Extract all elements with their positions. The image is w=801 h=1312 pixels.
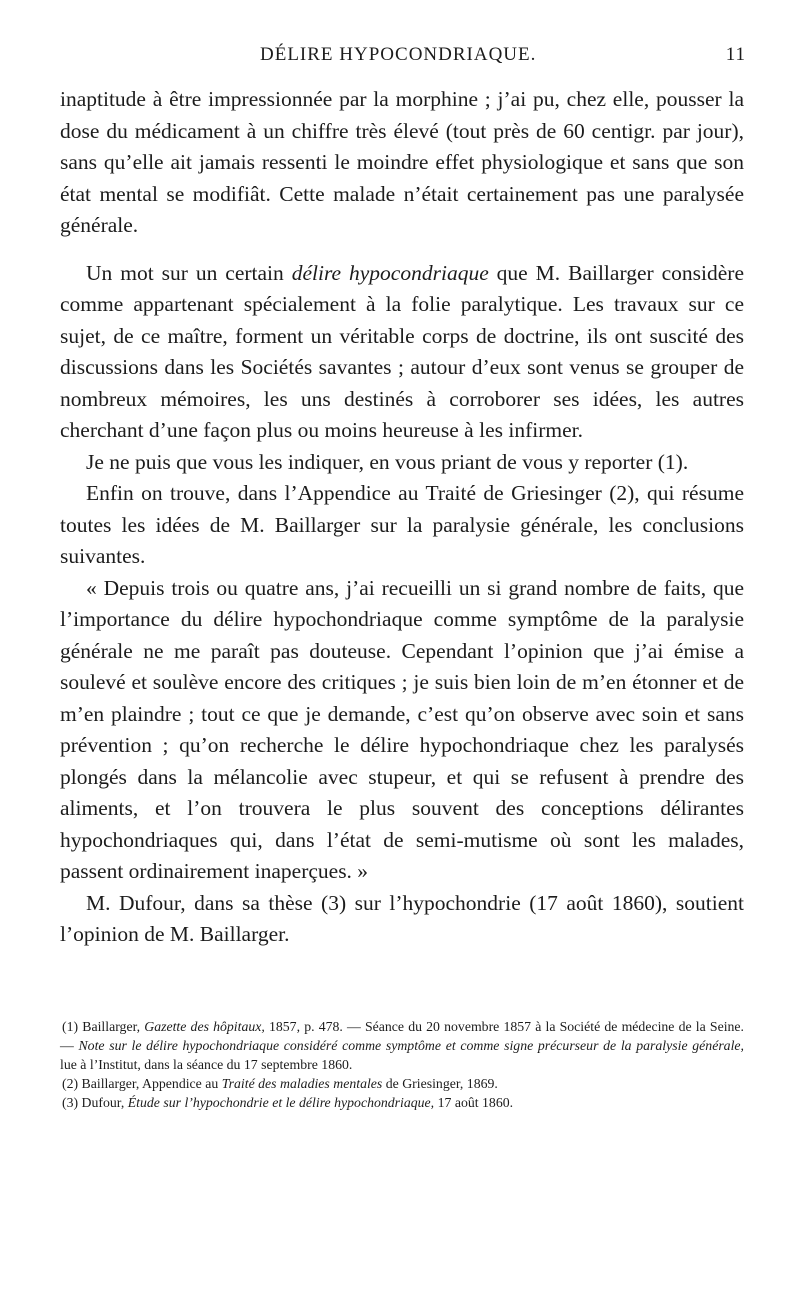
paragraph	[60, 573, 744, 888]
footnote	[60, 1093, 744, 1112]
paragraph	[60, 258, 744, 447]
running-header	[60, 44, 746, 70]
text-span: 1857, p. 478. — Séance du 20 novembre 1857 à la Société de médecine de la Seine. —	[60, 1019, 744, 1053]
text-span: que M. Baillarger considère comme appartenant spécialement à la folie paralytique. Les travaux sur ce sujet, de ce maître, forment un véritable corps de doctrine, ils ont suscité des discussions dans les Sociétés savantes ; autour d’eux sont venus se grouper de nombreux mémoires, les uns destinés à corroborer ses idées, les autres cherchant d’une façon plus ou moins heureuse à les infirmer.	[60, 260, 744, 442]
text-span: lue à l’Institut, dans la séance du 17 septembre 1860.	[60, 1057, 353, 1072]
text-span: inaptitude à être impressionnée par la morphine ; j’ai pu, chez elle, pousser la dose du médicament à un chiffre très élevé (tout près de 60 centigr. par jour), sans qu’elle ait jamais ressenti le moindre effet physiologique et sans que son état mental se modifiât. Cette malade n’était certainement pas une paralysée générale.	[60, 87, 744, 237]
italic-title: Étude sur l’hypochondrie et le délire hypochondriaque,	[127, 1095, 435, 1110]
main-text	[60, 84, 744, 951]
text-span: M. Dufour, dans sa thèse (3) sur l’hypochondrie (17 août 1860), soutient l’opinion de M. Baillarger.	[60, 890, 744, 946]
running-title: DÉLIRE HYPOCONDRIAQUE.	[260, 44, 537, 65]
paragraph	[60, 478, 744, 573]
text-span: de Griesinger, 1869.	[382, 1076, 498, 1091]
text-span: Je ne puis que vous les indiquer, en vous priant de vous y reporter (1).	[86, 449, 689, 474]
text-span: 17 août 1860.	[434, 1095, 514, 1110]
italic-title: Gazette des hôpitaux,	[144, 1019, 265, 1034]
paragraph	[60, 888, 744, 951]
text-span: (3) Dufour,	[62, 1095, 128, 1110]
page-number: 11	[725, 44, 746, 65]
text-span: (1) Baillarger,	[62, 1019, 145, 1034]
text-span: Un mot sur un certain	[86, 260, 292, 285]
text-span: (2) Baillarger, Appendice au	[62, 1076, 222, 1091]
italic-title: Traité des maladies mentales	[221, 1076, 383, 1091]
text-span: « Depuis trois ou quatre ans, j’ai recueilli un si grand nombre de faits, que l’importance du délire hypochondriaque comme symptôme de la paralysie générale ne me paraît pas douteuse. Cependant l’opinion que j’ai émise a soulevé et soulève encore des critiques ; je suis bien loin de m’en étonner et de m’en plaindre ; tout ce que je demande, c’est qu’on observe avec soin et sans prévention ; qu’on recherche le délire hypochondriaque chez les paralysés plongés dans la mélancolie avec stupeur, et qui se refusent à prendre des aliments, et l’on trouvera le plus souvent des conceptions délirantes hypochondriaques qui, dans l’état de semi-mutisme où sont les malades, passent ordinairement inaperçues. »	[60, 575, 744, 883]
footnote	[60, 1074, 744, 1093]
italic-title: Note sur le délire hypochondriaque considéré comme symptôme et comme signe précurseur de la paralysie générale,	[78, 1038, 744, 1053]
footnotes	[60, 1017, 744, 1112]
paragraph	[60, 84, 744, 242]
footnote	[60, 1017, 744, 1074]
paragraph	[60, 447, 744, 479]
text-span: Enfin on trouve, dans l’Appendice au Traité de Griesinger (2), qui résume toutes les idées de M. Baillarger sur la paralysie générale, les conclusions suivantes.	[60, 481, 744, 568]
italic-term: délire hypocondriaque	[291, 260, 489, 285]
